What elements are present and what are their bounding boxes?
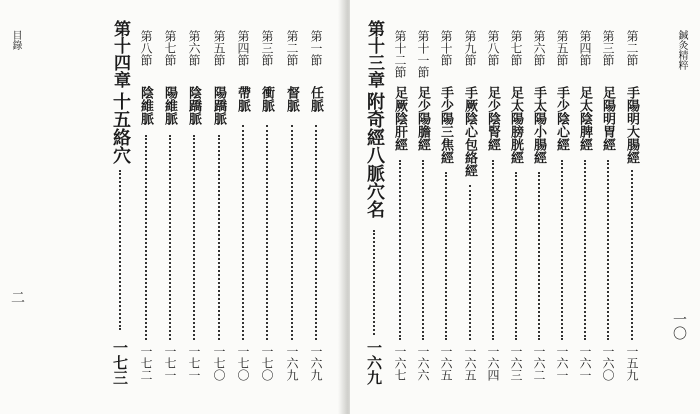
toc-entry bbox=[436, 0, 456, 414]
leader-dots bbox=[561, 160, 563, 340]
leader-dots bbox=[315, 125, 317, 340]
leader-dots bbox=[242, 125, 244, 340]
toc-entry bbox=[390, 0, 410, 414]
section-title: 手少陰心經 bbox=[554, 86, 569, 151]
leader-dots bbox=[169, 135, 171, 340]
toc-entry bbox=[184, 0, 204, 414]
section-label: 第八節 bbox=[139, 30, 153, 66]
leader-dots bbox=[193, 135, 195, 340]
section-page: 一七一 bbox=[163, 345, 177, 381]
toc-entry bbox=[575, 0, 595, 414]
toc-entry bbox=[506, 0, 526, 414]
chapter-page: 一六九 bbox=[365, 340, 383, 385]
toc-chapter-14 bbox=[108, 0, 132, 414]
left-page bbox=[0, 0, 345, 414]
toc-entry bbox=[598, 0, 618, 414]
toc-entry bbox=[622, 0, 642, 414]
right-page bbox=[350, 0, 700, 414]
leader-dots bbox=[422, 160, 424, 340]
section-page: 一六三 bbox=[509, 345, 523, 381]
section-title: 手厥陰心包絡經 bbox=[462, 86, 477, 177]
section-title: 陰蹻脈 bbox=[186, 86, 201, 125]
chapter-title: 附奇經八脈穴名 bbox=[364, 92, 385, 218]
section-title: 足少陰腎經 bbox=[485, 86, 500, 151]
section-title: 足厥陰肝經 bbox=[392, 86, 407, 151]
section-title: 督脈 bbox=[284, 86, 299, 112]
section-page: 一七一 bbox=[187, 345, 201, 381]
toc-entry bbox=[160, 0, 180, 414]
section-title: 任脈 bbox=[308, 86, 323, 112]
section-title: 帶脈 bbox=[235, 86, 250, 112]
leader-dots bbox=[492, 160, 494, 340]
toc-entry bbox=[413, 0, 433, 414]
section-title: 陰維脈 bbox=[138, 86, 153, 125]
leader-dots bbox=[631, 170, 633, 340]
section-label: 第六節 bbox=[187, 30, 201, 66]
section-label: 第三節 bbox=[260, 30, 274, 66]
leader-dots bbox=[291, 125, 293, 340]
section-title: 足陽明胃經 bbox=[600, 86, 615, 151]
toc-entry bbox=[233, 0, 253, 414]
section-title: 陽蹻脈 bbox=[211, 86, 226, 125]
section-label: 第五節 bbox=[212, 30, 226, 66]
leader-dots bbox=[266, 125, 268, 340]
section-label: 第一節 bbox=[309, 30, 323, 66]
leader-dots bbox=[607, 160, 609, 340]
section-page: 一六二 bbox=[532, 345, 546, 381]
chapter-label: 第十三章 bbox=[364, 20, 384, 88]
leader-dots bbox=[515, 172, 517, 340]
section-label: 第四節 bbox=[236, 30, 250, 66]
section-page: 一六五 bbox=[439, 345, 453, 381]
section-page: 一七〇 bbox=[236, 345, 250, 381]
leader-dots bbox=[218, 135, 220, 340]
section-page: 一七〇 bbox=[212, 345, 226, 381]
toc-entry bbox=[209, 0, 229, 414]
section-label: 第二節 bbox=[285, 30, 299, 66]
chapter-label: 第十四章 bbox=[110, 20, 130, 88]
section-label: 第十節 bbox=[439, 30, 453, 66]
section-title: 足少陽膽經 bbox=[415, 86, 430, 151]
toc-entry bbox=[460, 0, 480, 414]
section-label: 第三節 bbox=[601, 30, 615, 66]
toc-entry bbox=[552, 0, 572, 414]
leader-dots bbox=[373, 230, 375, 335]
section-title: 衝脈 bbox=[259, 86, 274, 112]
section-label: 第二節 bbox=[625, 30, 639, 66]
section-label: 第五節 bbox=[555, 30, 569, 66]
section-label: 第六節 bbox=[532, 30, 546, 66]
section-page: 一六七 bbox=[393, 345, 407, 381]
leader-dots bbox=[538, 172, 540, 340]
section-label: 第十一節 bbox=[416, 30, 430, 78]
section-page: 一五九 bbox=[625, 345, 639, 381]
section-page: 一六九 bbox=[285, 345, 299, 381]
leader-dots bbox=[584, 160, 586, 340]
toc-entry bbox=[282, 0, 302, 414]
leader-dots bbox=[119, 170, 121, 330]
left-page-header: 目錄 bbox=[10, 30, 21, 50]
section-title: 手少陽三焦經 bbox=[438, 86, 453, 164]
section-label: 第七節 bbox=[509, 30, 523, 66]
section-page: 一六六 bbox=[416, 345, 430, 381]
section-title: 足太陰脾經 bbox=[577, 86, 592, 151]
section-title: 手太陽小腸經 bbox=[531, 86, 546, 164]
leader-dots bbox=[145, 135, 147, 340]
left-page-number: 二 bbox=[9, 290, 25, 304]
section-page: 一六五 bbox=[463, 345, 477, 381]
section-title: 陽維脈 bbox=[162, 86, 177, 125]
section-label: 第七節 bbox=[163, 30, 177, 66]
chapter-page: 一七三 bbox=[111, 340, 129, 385]
section-page: 一六一 bbox=[555, 345, 569, 381]
section-page: 一七〇 bbox=[260, 345, 274, 381]
section-page: 一七二 bbox=[139, 345, 153, 381]
section-label: 第十二節 bbox=[393, 30, 407, 78]
leader-dots bbox=[445, 172, 447, 340]
section-label: 第八節 bbox=[486, 30, 500, 66]
toc-entry bbox=[136, 0, 156, 414]
section-page: 一六九 bbox=[309, 345, 323, 381]
toc-chapter-13 bbox=[362, 0, 386, 414]
leader-dots bbox=[399, 160, 401, 340]
right-page-number: 一〇 bbox=[671, 312, 687, 340]
section-page: 一六四 bbox=[486, 345, 500, 381]
leader-dots bbox=[469, 185, 471, 340]
toc-entry bbox=[529, 0, 549, 414]
toc-entry bbox=[483, 0, 503, 414]
section-title: 手陽明大腸經 bbox=[624, 86, 639, 164]
section-title: 足太陽膀胱經 bbox=[508, 86, 523, 164]
toc-entry bbox=[257, 0, 277, 414]
section-label: 第四節 bbox=[578, 30, 592, 66]
section-page: 一六〇 bbox=[601, 345, 615, 381]
chapter-title: 十五絡穴 bbox=[110, 92, 131, 164]
toc-entry bbox=[306, 0, 326, 414]
section-label: 第九節 bbox=[463, 30, 477, 66]
right-page-header: 鍼灸精粹 bbox=[676, 30, 687, 70]
section-page: 一六一 bbox=[578, 345, 592, 381]
